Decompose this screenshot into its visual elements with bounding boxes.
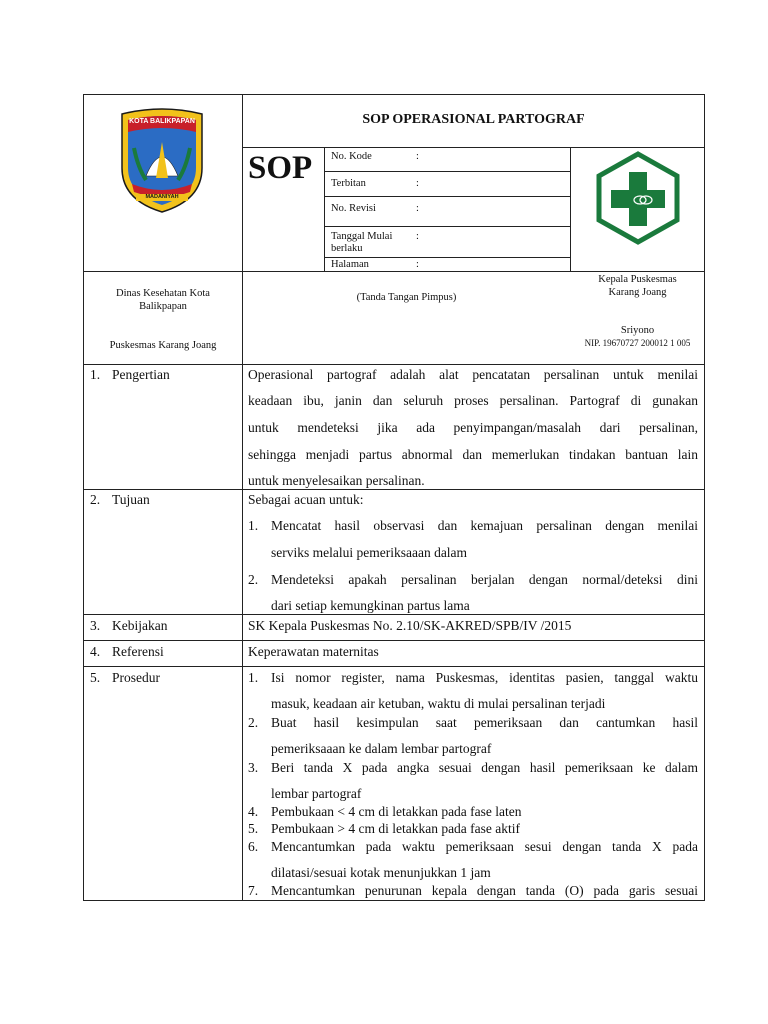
list-item-line: Buat hasil kesimpulan saat pemeriksaan dan cantumkan hasil (271, 715, 698, 730)
list-item-line: Isi nomor register, nama Puskesmas, identitas pasien, tanggal waktu (271, 670, 698, 685)
field-label: No. Kode (331, 151, 372, 162)
paragraph-line: keadaan ibu, janin dan seluruh proses persalinan. Partograf di gunakan (248, 393, 698, 408)
paragraph-line: untuk mendeteksi jika ada penyimpangan/masalah dari persalinan, (248, 420, 698, 435)
field-label-line2: berlaku (331, 243, 363, 254)
list-item-line: Pembukaan < 4 cm di letakkan pada fase laten (271, 804, 522, 819)
list-number: 1. (248, 670, 259, 685)
section-number: 4. (90, 644, 101, 659)
list-item-line: lembar partograf (271, 786, 362, 801)
list-number: 1. (248, 518, 259, 533)
list-item-line: serviks melalui pemeriksaaan dalam (271, 545, 468, 560)
sop-label: SOP (248, 150, 313, 186)
field-label: Terbitan (331, 178, 366, 189)
list-item-line: Mencantumkan penurunan kepala dengan tanda (O) pada garis sesuai (271, 883, 698, 898)
left-org-line1: Dinas Kesehatan Kota (116, 288, 210, 299)
section-number: 3. (90, 618, 101, 633)
list-item-line: dilatasi/sesuai kotak menunjukkan 1 jam (271, 865, 491, 880)
field-colon: : (416, 259, 419, 270)
field-colon: : (416, 203, 419, 214)
section-text: Keperawatan maternitas (248, 644, 379, 659)
field-label-line1: Tanggal Mulai (331, 231, 393, 242)
paragraph-line: untuk menyelesaikan persalinan. (248, 473, 425, 488)
kota-balikpapan-logo (116, 108, 208, 216)
section-number: 2. (90, 492, 101, 507)
section-text: SK Kepala Puskesmas No. 2.10/SK-AKRED/SPB/IV /2015 (248, 618, 572, 633)
list-item-line: Mencatat hasil observasi dan kemajuan persalinan dengan menilai (271, 518, 698, 533)
section-label: Kebijakan (112, 618, 168, 633)
head-nip: NIP. 19670727 200012 1 005 (584, 338, 691, 348)
section-number: 1. (90, 367, 101, 382)
paragraph-line: sehingga menjadi partus abnormal dan memerlukan tindakan bantuan lain (248, 447, 698, 462)
list-item-line: masuk, keadaan air ketuban, waktu di mulai persalinan terjadi (271, 696, 606, 711)
list-item-line: Pembukaan > 4 cm di letakkan pada fase aktif (271, 821, 521, 836)
field-label: Halaman (331, 259, 369, 270)
head-name: Sriyono (620, 325, 655, 336)
list-item-line: pemeriksaaan ke dalam lembar partograf (271, 741, 492, 756)
paragraph-line: Operasional partograf adalah alat pencatatan persalinan untuk menilai (248, 367, 698, 382)
puskesmas-logo (593, 150, 683, 245)
section-number: 5. (90, 670, 101, 685)
field-colon: : (416, 178, 419, 189)
list-number: 2. (248, 715, 259, 730)
list-item-line: Mendeteksi apakah persalinan berjalan dengan normal/deteksi dini (271, 572, 698, 587)
list-item-line: Mencantumkan pada waktu pemeriksaan sesui dengan tanda X pada (271, 839, 698, 854)
document-title: SOP OPERASIONAL PARTOGRAF (362, 112, 585, 127)
section-label: Referensi (112, 644, 164, 659)
list-item-line: dari setiap kemungkinan partus lama (271, 598, 470, 613)
section-label: Prosedur (112, 670, 160, 685)
list-number: 5. (248, 821, 259, 836)
list-number: 7. (248, 883, 259, 898)
field-label: No. Revisi (331, 203, 376, 214)
list-number: 4. (248, 804, 259, 819)
section-label: Tujuan (112, 492, 150, 507)
logo-text-bottom: MADANIYAH (145, 194, 179, 200)
list-number: 3. (248, 760, 259, 775)
list-number: 6. (248, 839, 259, 854)
left-org-line2: Balikpapan (139, 301, 187, 312)
head-title-line2: Karang Joang (608, 287, 667, 298)
intro-text: Sebagai acuan untuk: (248, 492, 364, 507)
list-number: 2. (248, 572, 259, 587)
section-label: Pengertian (112, 367, 170, 382)
signature-placeholder: (Tanda Tangan Pimpus) (356, 292, 457, 303)
field-colon: : (416, 231, 419, 242)
left-puskesmas: Puskesmas Karang Joang (109, 340, 217, 351)
list-item-line: Beri tanda X pada angka sesuai dengan hasil pemeriksaan ke dalam (271, 760, 698, 775)
head-title-line1: Kepala Puskesmas (598, 274, 677, 285)
logo-text-top: KOTA BALIKPAPAN (129, 118, 195, 125)
field-colon: : (416, 151, 419, 162)
